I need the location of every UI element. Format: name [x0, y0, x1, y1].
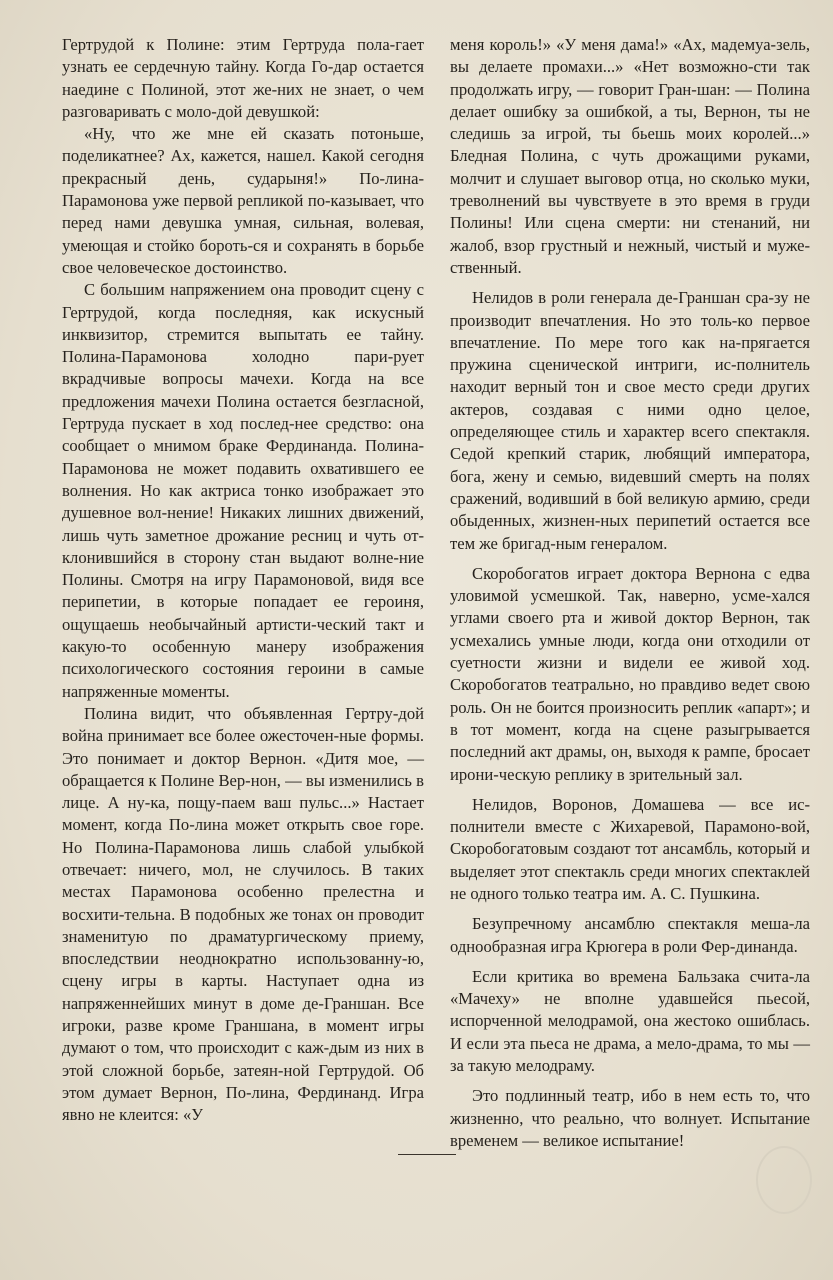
left-paragraph-3: С большим напряжением она проводит сцену с Гертрудой, когда последняя, как искусный инквизитор, стремится выпытать ее тайну. Полина-Парамонова холодно пари-рует вкрадчивые вопросы мачехи. Когда на все предложения мачехи Полина остается безгласной, Гертруда пускает в ход послед-нее средство: она сообщает о мнимом браке Фердинанда. Полина-Парамонова не может подавить охватившего ее волнения. Но как актриса тонко изображает это душевное вол-нение! Никаких лишних движений, лишь чуть заметное дрожание ресниц и чуть от-клонившийся в сторону стан выдают волне-ние Полины. Смотря на игру Парамоновой, видя все перипетии, в которые попадает ее героиня, ощущаешь необычайный артисти-ческий такт и какую-то особенную манеру изображения психологического состояния героини в самые напряженные моменты. [62, 280, 424, 701]
right-paragraph-7: Это подлинный театр, ибо в нем есть то, что жизненно, что реально, что волнует. Испытание временем — великое испытание! [450, 1086, 810, 1150]
right-column [450, 34, 810, 1152]
right-paragraph-1: меня король!» «У меня дама!» «Ах, мадемуа-зель, вы делаете промахи...» «Нет возможно-сти так продолжать игру, — говорит Гран-шан: — Полина делает ошибку за ошибкой, а ты, Вернон, ты не следишь за игрой, ты бьешь моих королей...» Бледная Полина, с чуть дрожащими руками, молчит и слушает выговор отца, но сколько муки, треволнений вы чувствуете в это время в груди Полины! Или сцена смерти: ни стенаний, ни жалоб, взор грустный и нежный, чистый и муже-ственный. [450, 35, 810, 277]
right-paragraph-5: Безупречному ансамблю спектакля меша-ла однообразная игра Крюгера в роли Фер-динанда. [450, 914, 810, 956]
end-divider [398, 1154, 456, 1155]
left-paragraph-4: Полина видит, что объявленная Гертру-дой война принимает все более ожесточен-ные формы. Это понимает и доктор Вернон. «Дитя мое, — обращается к Полине Вер-нон, — вы изменились в лице. А ну-ка, пощу-паем ваш пульс...» Настает момент, когда По-лина может открыть свое горе. Но Полина-Парамонова лишь слабой улыбкой отвечает: ничего, мол, не случилось. В таких местах Парамонова особенно прелестна и восхити-тельна. В подобных же тонах он проводит знаменитую по драматургическому приему, впоследствии неоднократно использованну-ю, сцену игры в карты. Наступает одна из напряженнейших минут в доме де-Граншан. Все игроки, разве кроме Граншана, в момент игры думают о том, что происходит с каж-дым из них в этой сложной борьбе, затеян-ной Гертрудой. Об этом думает Вернон, По-лина, Фердинанд. Игра явно не клеится: «У [62, 703, 424, 1125]
left-column [62, 34, 424, 1127]
circle-stamp-mark [756, 1146, 812, 1214]
left-paragraph-2: «Ну, что же мне ей сказать потоньше, поделикатнее? Ах, кажется, нашел. Какой сегодня прекрасный день, сударыня!» По-лина-Парамонова уже первой репликой по-казывает, что перед нами девушка умная, сильная, волевая, умеющая и стойко бороть-ся и сохранять в борьбе свое человеческое достоинство. [62, 124, 424, 277]
right-paragraph-3: Скоробогатов играет доктора Вернона с едва уловимой усмешкой. Так, наверно, усме-хался углами своего рта и живой доктор Вернон, так усмехались умные люди, когда они отходили от суетности жизни и видели ее живой ход. Скоробогатов театрально, но правдиво ведет свою роль. Он не боится произносить реплик «апарт»; и в тот момент, когда на сцене разыгрывается последний акт драмы, он, выходя к рампе, бросает ирони-ческую реплику в зрительный зал. [450, 563, 810, 784]
right-paragraph-4: Нелидов, Воронов, Домашева — все ис-полнители вместе с Жихаревой, Парамоно-вой, Скоробогатовым создают тот ансамбль, который и выделяет этот спектакль среди многих спектаклей не одного только театра им. А. С. Пушкина. [450, 794, 810, 903]
right-paragraph-2: Нелидов в роли генерала де-Граншан сра-зу не производит впечатления. Но это толь-ко первое впечатление. По мере того как на-прягается пружина сценической интриги, ис-полнитель находит верный тон и свое место среди других актеров, создавая с ними одно целое, определяющее стиль и характер всего спектакля. Седой крепкий старик, любящий императора, бога, жену и семью, видевший смерть на полях сражений, водивший в бой великую армию, среди обыденных, жизнен-ных перипетий остается все тем же бригад-ным генералом. [450, 288, 810, 553]
left-paragraph-1: Гертрудой к Полине: этим Гертруда пола-гает узнать ее сердечную тайну. Когда Го-дар остается наедине с Полиной, этот же-них не знает, о чем разговаривать с моло-дой девушкой: [62, 35, 424, 121]
right-paragraph-6: Если критика во времена Бальзака счита-ла «Мачеху» не вполне удавшейся пьесой, испорченной мелодрамой, она жестоко ошиблась. И если эта пьеса не драма, а мело-драма, то мы — за такую мелодраму. [450, 966, 810, 1076]
